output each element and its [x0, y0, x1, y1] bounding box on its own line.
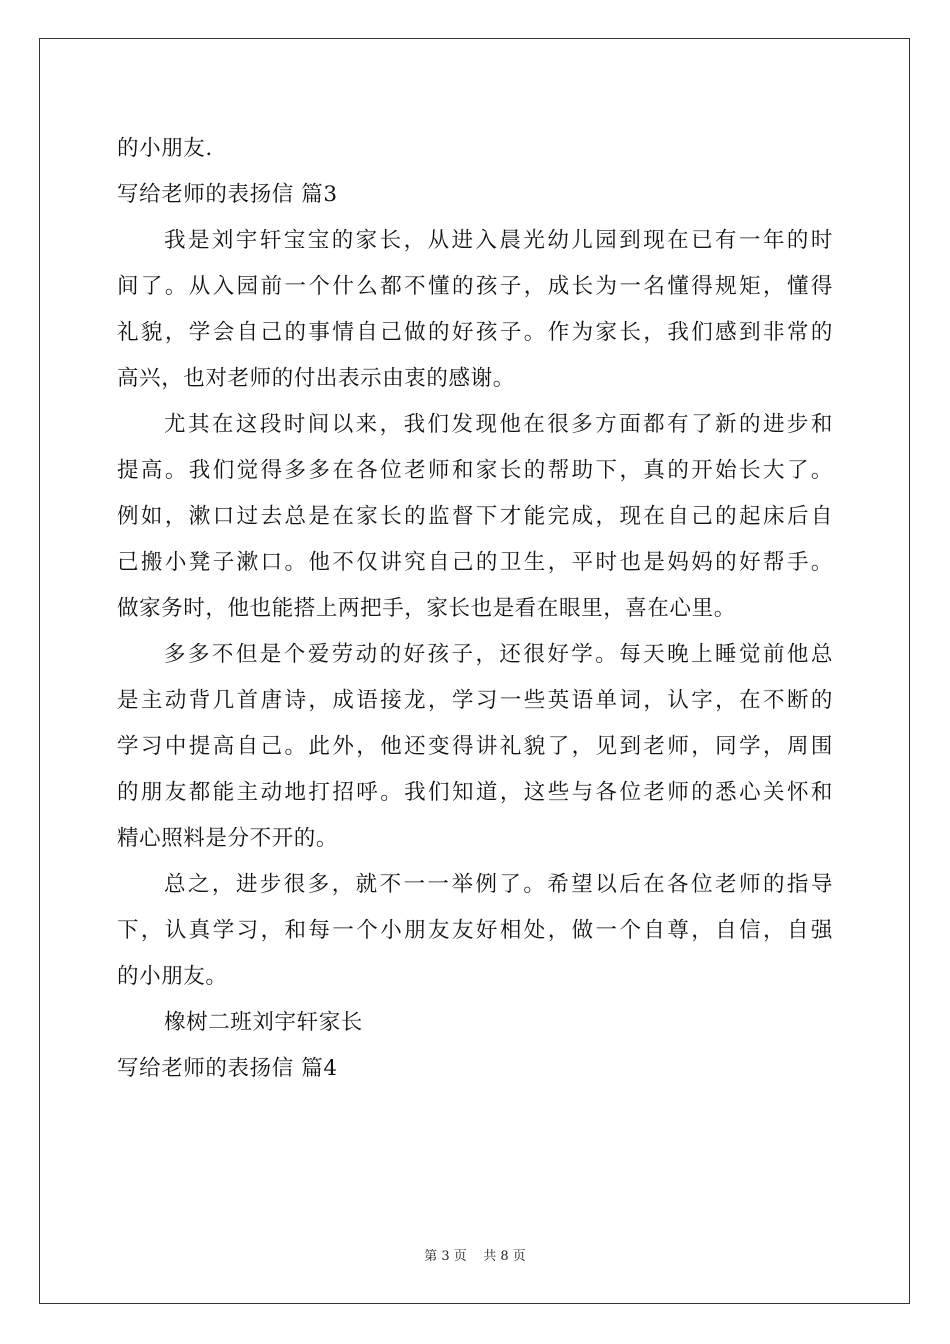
text-line: 礼貌，学会自己的事情自己做的好孩子。作为家长，我们感到非常的	[117, 320, 833, 345]
text-line: 的小朋友。	[117, 964, 228, 989]
text-line: 例如，漱口过去总是在家长的监督下才能完成，现在自己的起床后自	[117, 504, 833, 529]
page-number: 第 3 页	[424, 1249, 467, 1264]
text-line: 高兴，也对老师的付出表示由衷的感谢。	[117, 366, 515, 391]
signature-line: 橡树二班刘宇轩家长	[164, 1010, 363, 1035]
document-body	[117, 126, 833, 1092]
text-line: 精心照料是分不开的。	[117, 826, 339, 851]
text-line: 尤其在这段时间以来，我们发现他在很多方面都有了新的进步和	[164, 412, 833, 437]
text-line: 我是刘宇轩宝宝的家长，从进入晨光幼儿园到现在已有一年的时	[164, 228, 833, 253]
page-footer	[0, 1245, 950, 1264]
text-line: 的朋友都能主动地打招呼。我们知道，这些与各位老师的悉心关怀和	[117, 780, 833, 805]
text-line: 多多不但是个爱劳动的好孩子，还很好学。每天晚上睡觉前他总	[164, 642, 833, 667]
text-line: 己搬小凳子漱口。他不仅讲究自己的卫生，平时也是妈妈的好帮手。	[117, 550, 833, 575]
text-line: 学习中提高自己。此外，他还变得讲礼貌了，见到老师，同学，周围	[117, 734, 833, 759]
page-total: 共 8 页	[483, 1249, 526, 1264]
text-line: 总之，进步很多，就不一一举例了。希望以后在各位老师的指导	[164, 872, 833, 897]
text-line: 提高。我们觉得多多在各位老师和家长的帮助下，真的开始长大了。	[117, 458, 833, 483]
text-line: 做家务时，他也能搭上两把手，家长也是看在眼里，喜在心里。	[117, 596, 736, 621]
text-line: 是主动背几首唐诗，成语接龙，学习一些英语单词，认字，在不断的	[117, 688, 833, 713]
text-line: 的小朋友.	[117, 136, 213, 161]
section-heading: 写给老师的表扬信 篇4	[117, 1056, 338, 1081]
text-line: 间了。从入园前一个什么都不懂的孩子，成长为一名懂得规矩，懂得	[117, 274, 833, 299]
section-heading: 写给老师的表扬信 篇3	[117, 182, 338, 207]
text-line: 下，认真学习，和每一个小朋友友好相处，做一个自尊，自信，自强	[117, 918, 833, 943]
